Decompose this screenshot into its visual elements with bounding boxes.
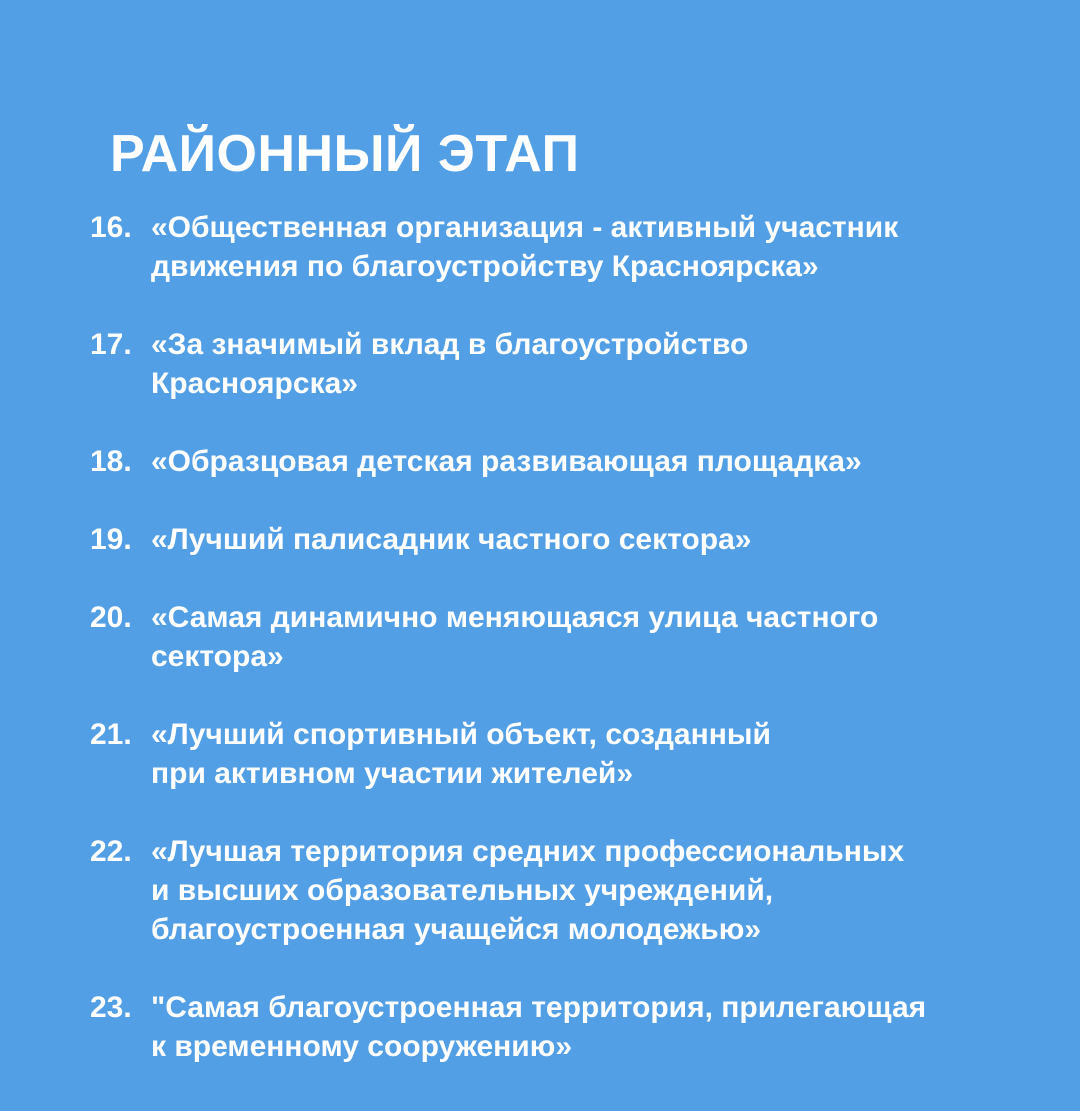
- nominations-list: [90, 208, 1050, 1105]
- page-title: РАЙОННЫЙ ЭТАП: [110, 125, 580, 183]
- list-item: [90, 988, 1050, 1066]
- item-number: 17.: [90, 328, 132, 361]
- list-item: [90, 832, 1050, 949]
- item-text: «Лучший палисадник частного сектора»: [151, 523, 752, 556]
- list-item: [90, 598, 1050, 676]
- item-number: 19.: [90, 523, 132, 556]
- list-item: [90, 520, 1050, 559]
- list-item: [90, 325, 1050, 403]
- item-number: 20.: [90, 601, 132, 634]
- item-text: «За значимый вклад в благоустройство Красноярска»: [151, 328, 749, 400]
- item-text: «Образцовая детская развивающая площадка»: [151, 445, 862, 478]
- item-text: "Самая благоустроенная территория, прилегающая к временному сооружению»: [151, 991, 927, 1063]
- item-number: 16.: [90, 211, 132, 244]
- item-text: «Лучший спортивный объект, созданный при активном участии жителей»: [151, 718, 771, 790]
- item-text: «Лучшая территория средних профессиональных и высших образовательных учреждений, благоустроенная учащейся молодежью»: [151, 835, 905, 946]
- item-text: «Общественная организация - активный участник движения по благоустройству Красноярска»: [151, 211, 899, 283]
- item-number: 18.: [90, 445, 132, 478]
- list-item: [90, 442, 1050, 481]
- item-number: 21.: [90, 718, 132, 751]
- item-text: «Самая динамично меняющаяся улица частного сектора»: [151, 601, 879, 673]
- list-item: [90, 715, 1050, 793]
- item-number: 23.: [90, 991, 132, 1024]
- list-item: [90, 208, 1050, 286]
- item-number: 22.: [90, 835, 132, 868]
